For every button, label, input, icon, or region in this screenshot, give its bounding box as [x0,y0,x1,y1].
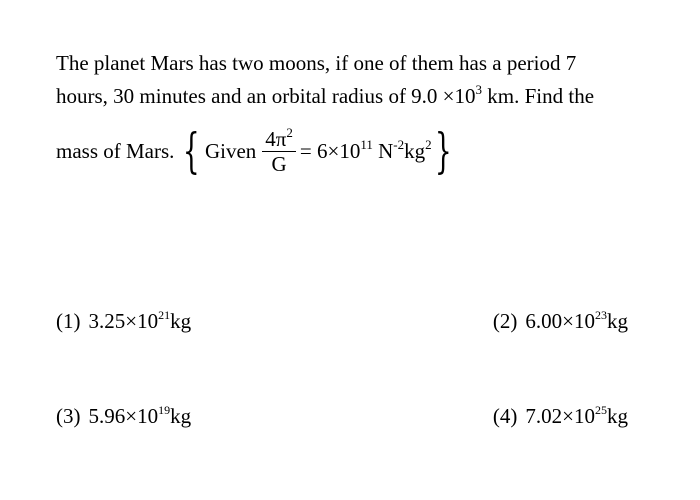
given-unit-2: kg [404,138,426,163]
fraction-numerator-base: 4π [265,126,287,151]
right-brace: } [434,123,452,179]
options-row-2 [56,404,628,429]
given-value-prefix: = 6×10 [299,138,361,163]
option-3[interactable]: (3) $5.96\times 10^{19}kg$ [56,403,192,428]
given-value [300,135,432,168]
given-exponent-2: -2 [393,136,405,152]
option-2[interactable]: (2) $6.00\times 10^{23}kg$ [492,308,628,333]
given-fraction [262,124,296,176]
question-line-3 [56,123,656,179]
given-exponent-1: 11 [360,136,373,152]
option-1[interactable]: (1) $3.25\times 10^{21}kg$ [56,308,192,333]
question-line-1: The planet Mars has two moons, if one of them has a period 7 [56,51,577,75]
question-line-2 [56,80,656,113]
given-exponent-3: 2 [425,136,432,152]
question-line-3-prefix: mass of Mars. [56,138,175,163]
fraction-numerator-exponent: 2 [286,124,293,140]
given-unit-1: N [372,138,394,163]
question-line-2-suffix: km. Find the [482,84,595,108]
question-line-2-prefix: hours, 30 minutes and an orbital radius of 9.0 ×10 [56,84,476,108]
fraction-denominator: G [271,151,287,176]
radius-exponent: 3 [475,82,483,97]
options-row-1 [56,309,628,334]
fraction-numerator [262,124,296,152]
question-text [56,47,656,179]
given-label: Given [204,138,257,163]
option-4[interactable]: (4) $7.02\times 10^{25}kg$ [492,403,628,428]
left-brace: { [183,123,201,179]
